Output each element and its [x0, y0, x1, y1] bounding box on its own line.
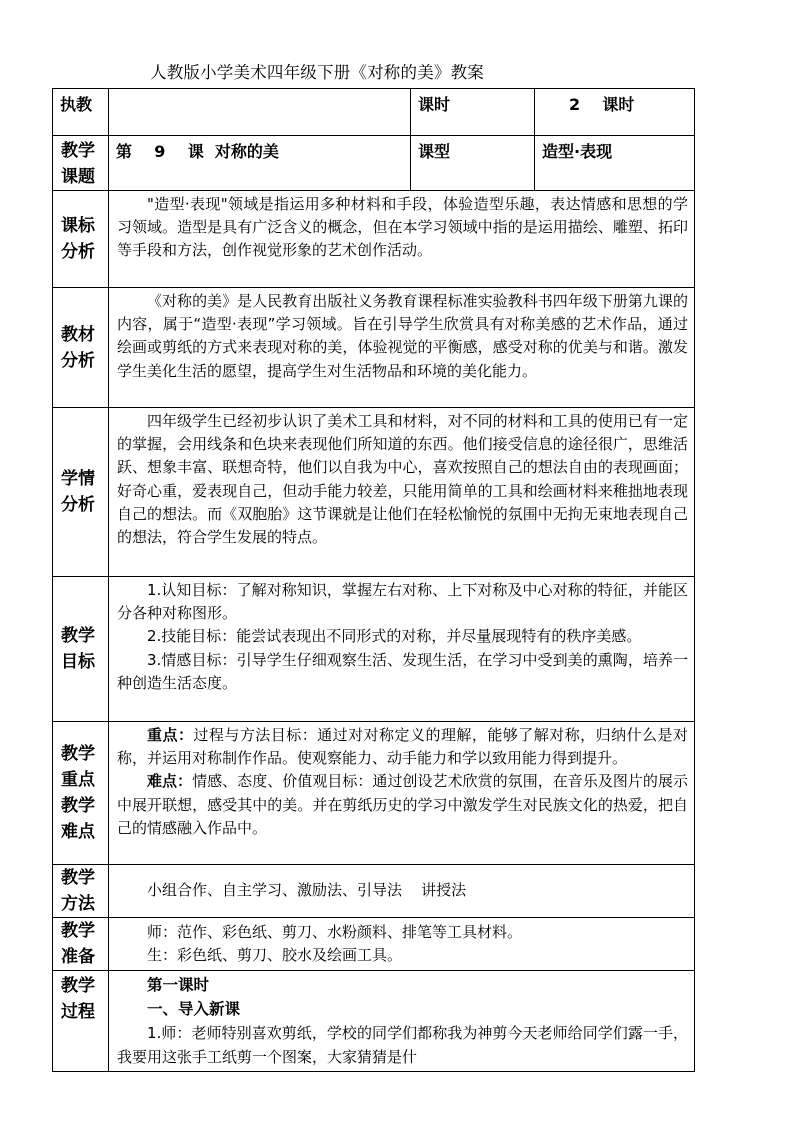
- keypoint-paragraph: [117, 724, 688, 770]
- hours-label: 课时: [411, 89, 535, 136]
- topic-label: 教学课题: [53, 136, 109, 191]
- curriculum-row: [53, 191, 695, 288]
- methods-row: [53, 865, 695, 918]
- goal-item: 3.情感目标：引导学生仔细观察生活、发现生活，在学习中受到美的熏陶，培养一种创造生活态度。: [117, 650, 688, 692]
- keypoint-title: 重点：: [147, 726, 194, 744]
- difficulty-title: 难点：: [147, 772, 193, 791]
- lesson-type-label: 课型: [411, 136, 535, 191]
- difficulty-text: 情感、态度、价值观目标：通过创设艺术欣赏的氛围，在音乐及图片的展示中展开联想，感受其中的美。并在剪纸历史的学习中激发学生对民族文化的热爱，把自己的情感融入作品中。: [117, 772, 688, 837]
- header-row: [53, 89, 695, 136]
- students-text: 四年级学生已经初步认识了美术工具和材料，对不同的材料和工具的使用已有一定的掌握，会用线条和色块来表现他们所知道的东西。他们接受信息的途径很广，思维活跃、想象丰富、联想奇特，他们以自我为中心，喜欢按照自己的想法自由的表现画面；好奇心重，爱表现自己，但动手能力较差，只能用简单的工具和绘画材料来稚拙地表现自己的想法。而《双胞胎》这节课就是让他们在轻松愉悦的氛围中无拘无束地表现自己的想法，符合学生发展的特点。: [117, 412, 688, 547]
- students-row: [53, 408, 695, 577]
- keypoint-label: 教学重点: [61, 744, 95, 790]
- prep-row: [53, 918, 695, 971]
- textbook-row: [53, 288, 695, 408]
- difficulty-label: 教学难点: [61, 796, 95, 842]
- students-label: 学情分析: [53, 408, 109, 577]
- goal-item: 1.认知目标：了解对称知识，掌握左右对称、上下对称及中心对称的特征，并能区分各种对称图形。: [117, 581, 688, 623]
- topic-row: [53, 136, 695, 191]
- hours-value: 2 课时: [535, 89, 695, 136]
- goal-item: 2.技能目标：能尝试表现出不同形式的对称，并尽量展现特有的秩序美感。: [147, 627, 642, 646]
- goals-row: [53, 577, 695, 722]
- lesson-heading: 第一课时: [147, 976, 210, 994]
- topic-value: 第 9 课 对称的美: [109, 136, 411, 191]
- process-row: [53, 971, 695, 1072]
- document-title: 人教版小学美术四年级下册《对称的美》教案: [150, 63, 484, 82]
- keypoint-text: 过程与方法目标：通过对对称定义的理解，能够了解对称，归纳什么是对称，并运用对称制作作品。使观察能力、动手能力和学以致用能力得到提升。: [117, 726, 688, 768]
- methods-text: 小组合作、自主学习、激励法、引导法 讲授法: [147, 881, 467, 900]
- difficulty-paragraph: [117, 770, 688, 840]
- teacher-label: 执教: [53, 89, 109, 136]
- process-text: 1.师：老师特别喜欢剪纸，学校的同学们都称我为神剪今天老师给同学们露一手，我要用这张手工纸剪一个图案，大家猜猜是什: [117, 1024, 688, 1066]
- teacher-value: [109, 89, 411, 136]
- methods-label: 教学方法: [53, 865, 109, 918]
- section-heading: 一、导入新课: [147, 1000, 241, 1018]
- process-label: 教学过程: [53, 971, 109, 1072]
- prep-label: 教学准备: [53, 918, 109, 971]
- goals-label: 教学目标: [53, 577, 109, 722]
- textbook-text: 《对称的美》是人民教育出版社义务教育课程标准实验教科书四年级下册第九课的内容，属于“造型·表现”学习领域。旨在引导学生欣赏具有对称美感的艺术作品，通过绘画或剪纸的方式来表现对称的美，体验视觉的平衡感，感受对称的优美与和谐。激发学生美化生活的愿望，提高学生对生活物品和环境的美化能力。: [117, 292, 688, 380]
- prep-student: 生：彩色纸、剪刀、胶水及绘画工具。: [147, 946, 403, 964]
- prep-teacher: 师：范作、彩色纸、剪刀、水粉颜料、排笔等工具材料。: [147, 922, 523, 941]
- keypoints-row: [53, 722, 695, 865]
- lesson-type-value: 造型·表现: [535, 136, 695, 191]
- textbook-label: 教材分析: [53, 288, 109, 408]
- curriculum-label: 课标分析: [53, 191, 109, 288]
- lesson-plan-table: [52, 88, 695, 1072]
- curriculum-text: "造型·表现"领域是指运用多种材料和手段，体验造型乐趣，表达情感和思想的学习领域。造型是具有广泛含义的概念，但在本学习领域中指的是运用描绘、雕塑、拓印等手段和方法，创作视觉形象的艺术创作活动。: [117, 195, 688, 260]
